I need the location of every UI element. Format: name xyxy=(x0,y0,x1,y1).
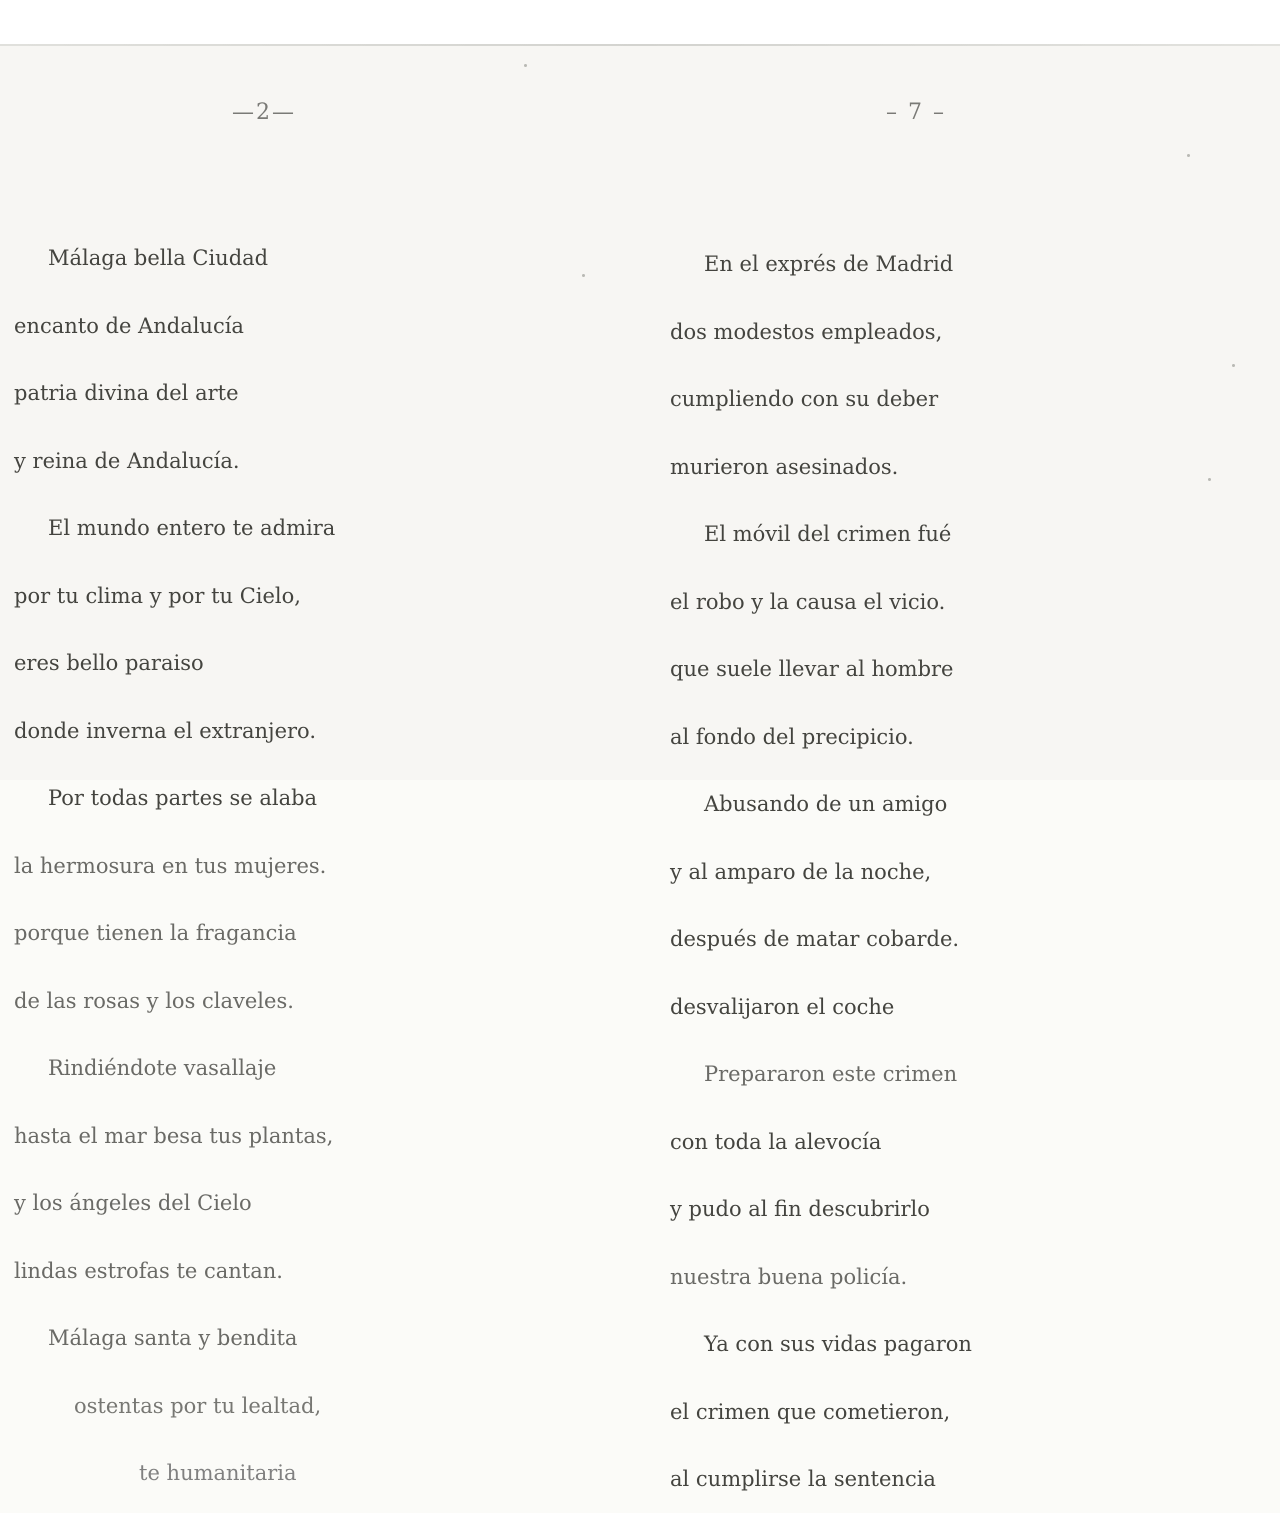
poem-line: patria divina del arte xyxy=(14,381,239,405)
paper-speck xyxy=(1208,478,1211,481)
paper-speck xyxy=(582,274,585,277)
paper-speck xyxy=(524,64,527,67)
poem-line: con toda la alevocía xyxy=(670,1129,882,1154)
poem-line: ostentas por tu lealtad, xyxy=(74,1393,322,1418)
poem-line: eres bello paraiso xyxy=(14,651,204,675)
poem-line: El móvil del crimen fué xyxy=(704,522,952,546)
poem-line: te humanitaria xyxy=(139,1461,297,1485)
poem-line: Rindiéndote vasallaje xyxy=(48,1056,277,1080)
poem-line: lindas estrofas te cantan. xyxy=(14,1258,283,1283)
poem-line: Abusando de un amigo xyxy=(704,792,948,816)
poem-line: después de matar cobarde. xyxy=(670,927,960,951)
poem-line: al cumplirse la sentencia xyxy=(670,1467,936,1491)
poem-line: desvalijaron el coche xyxy=(670,994,895,1019)
poem-line: que suele llevar al hombre xyxy=(670,657,954,681)
poem-line: Málaga bella Ciudad xyxy=(48,246,269,270)
poem-line: Ya con sus vidas pagaron xyxy=(704,1332,972,1356)
poem-line: Por todas partes se alaba xyxy=(48,786,318,810)
poem-line: y reina de Andalucía. xyxy=(14,448,240,473)
left-page-poem xyxy=(14,202,335,1507)
poem-line: cumpliendo con su deber xyxy=(670,387,939,411)
poem-line: y pudo al fin descubrirlo xyxy=(670,1197,930,1221)
poem-line: Prepararon este crimen xyxy=(704,1062,958,1086)
poem-line: de las rosas y los claveles. xyxy=(14,988,294,1013)
poem-line: encanto de Andalucía xyxy=(14,313,244,338)
poem-line: En el exprés de Madrid xyxy=(704,252,954,276)
poem-line: hasta el mar besa tus plantas, xyxy=(14,1123,334,1148)
paper-speck xyxy=(1232,364,1235,367)
right-page-number: – 7 – xyxy=(886,100,946,125)
right-page-poem xyxy=(670,208,972,1513)
poem-line: y al amparo de la noche, xyxy=(670,859,932,884)
poem-line: el robo y la causa el vicio. xyxy=(670,589,946,614)
poem-line: la hermosura en tus mujeres. xyxy=(14,853,327,878)
poem-line: y los ángeles del Cielo xyxy=(14,1191,252,1215)
poem-line: el crimen que cometieron, xyxy=(670,1399,951,1424)
scanner-top-margin xyxy=(0,0,1280,44)
poem-line: por tu clima y por tu Cielo, xyxy=(14,583,301,608)
poem-line: al fondo del precipicio. xyxy=(670,724,914,749)
poem-line: dos modestos empleados, xyxy=(670,319,943,344)
poem-line: porque tienen la fragancia xyxy=(14,921,297,945)
poem-line: nuestra buena policía. xyxy=(670,1264,908,1289)
left-page-number: —2— xyxy=(232,100,296,125)
paper-speck xyxy=(1187,154,1190,157)
poem-line: donde inverna el extranjero. xyxy=(14,718,316,743)
poem-line: murieron asesinados. xyxy=(670,454,899,479)
poem-line: El mundo entero te admira xyxy=(48,516,336,540)
poem-line: Málaga santa y bendita xyxy=(48,1326,298,1350)
